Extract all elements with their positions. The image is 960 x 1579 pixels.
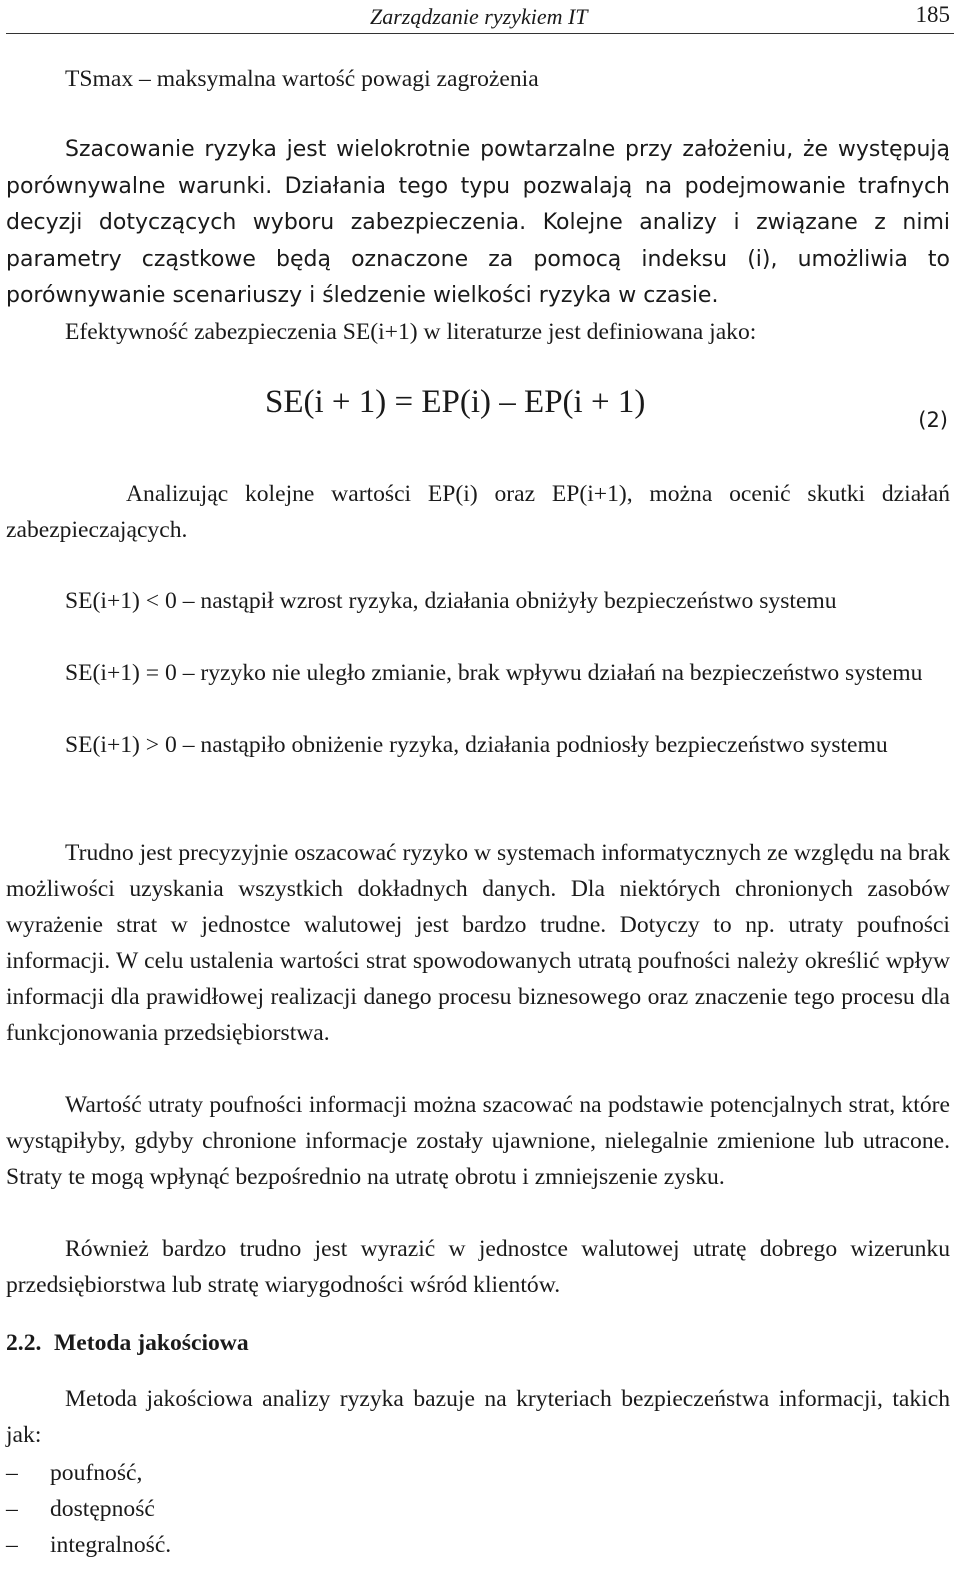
header-rule xyxy=(6,33,954,34)
list-item xyxy=(6,1496,706,1532)
bullet-dash: – xyxy=(6,1532,18,1558)
list-item xyxy=(6,1460,706,1496)
bullet-dash: – xyxy=(6,1496,18,1522)
tsmax-definition: TSmax – maksymalna wartość powagi zagrożenia xyxy=(65,66,539,92)
formula-number: (2) xyxy=(918,408,948,432)
section-title: Metoda jakościowa xyxy=(54,1330,249,1356)
paragraph-reputation: Również bardzo trudno jest wyrazić w jednostce walutowej utratę dobrego wizerunku przedsiębiorstwa lub stratę wiarygodności wśród klientów. xyxy=(6,1236,950,1298)
bullet-dash: – xyxy=(6,1460,18,1486)
page-number: 185 xyxy=(915,2,950,27)
condition-zero: SE(i+1) = 0 – ryzyko nie uległo zmianie, brak wpływu działań na bezpieczeństwo systemu xyxy=(65,660,923,686)
list-item xyxy=(6,1532,706,1568)
list-item-label: integralność. xyxy=(50,1532,172,1558)
running-header-title: Zarządzanie ryzykiem IT xyxy=(370,4,588,29)
paragraph-confidentiality-loss: Wartość utraty poufności informacji można szacować na podstawie potencjalnych strat, które wystąpiłyby, gdyby chronione informacje zostały ujawnione, nielegalnie zmienione lub utracone. Straty te mogą wpłynąć bezpośrednio na utratę obrotu i zmniejszenie zysku. xyxy=(6,1092,950,1190)
paragraph-definition-intro: Efektywność zabezpieczenia SE(i+1) w literaturze jest definiowana jako: xyxy=(65,319,757,345)
section-number: 2.2. xyxy=(6,1330,42,1356)
formula-se: SE(i + 1) = EP(i) – EP(i + 1) xyxy=(265,384,646,420)
paragraph-estimation-difficulty: Trudno jest precyzyjnie oszacować ryzyko w systemach informatycznych ze względu na brak możliwości uzyskania wszystkich dokładnych danych. Dla niektórych chronionych zasobów wyrażenie strat w jednostce walutowej jest bardzo trudne. Dotyczy to np. utraty poufności informacji. W celu ustalenia wartości strat spowodowanych utratą poufności należy określić wpływ informacji dla prawidłowej realizacji danego procesu biznesowego oraz znaczenie tego procesu dla funkcjonowania przedsiębiorstwa. xyxy=(6,840,950,1046)
list-item-label: dostępność xyxy=(50,1496,155,1522)
paragraph-repeatability: Szacowanie ryzyka jest wielokrotnie powtarzalne przy założeniu, że występują porównywalne warunki. Działania tego typu pozwalają na podejmowanie trafnych decyzji dotyczących wyboru zabezpieczenia. Kolejne analizy i związane z nimi parametry cząstkowe będą oznaczone za pomocą indeksu (i), umożliwia to porównywanie scenariuszy i śledzenie wielkości ryzyka w czasie. xyxy=(6,137,950,308)
list-item-label: poufność, xyxy=(50,1460,143,1486)
paragraph-analysis: Analizując kolejne wartości EP(i) oraz EP(i+1), można ocenić skutki działań zabezpieczających. xyxy=(6,481,950,543)
condition-positive: SE(i+1) > 0 – nastąpiło obniżenie ryzyka, działania podniosły bezpieczeństwo systemu xyxy=(65,732,888,758)
paragraph-qualitative-method: Metoda jakościowa analizy ryzyka bazuje na kryteriach bezpieczeństwa informacji, takich jak: xyxy=(6,1386,950,1448)
condition-negative: SE(i+1) < 0 – nastąpił wzrost ryzyka, działania obniżyły bezpieczeństwo systemu xyxy=(65,588,837,614)
